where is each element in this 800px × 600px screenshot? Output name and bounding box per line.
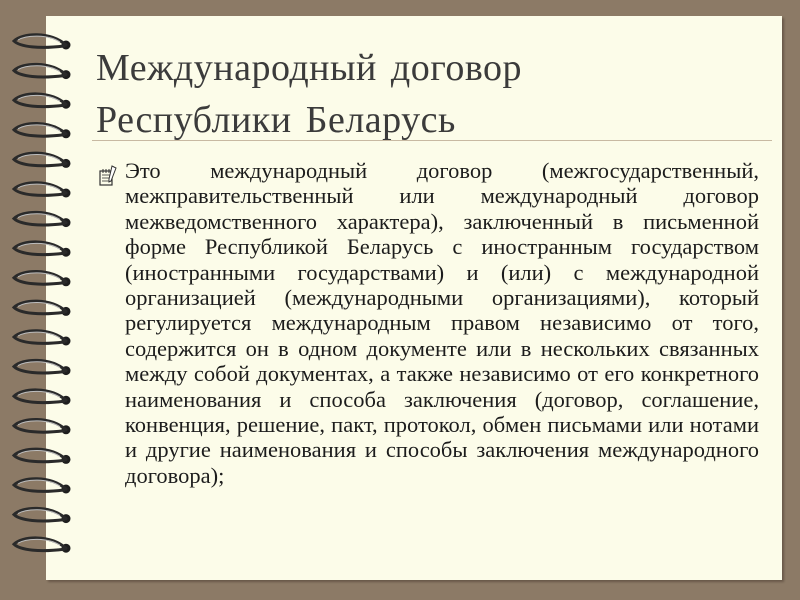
binding-ring (14, 508, 71, 523)
binding-ring (14, 242, 71, 257)
binding-ring (14, 420, 71, 435)
slide-title (96, 42, 736, 146)
binding-ring (14, 124, 71, 139)
spiral-binding (0, 0, 90, 600)
pencil-notepad-icon (98, 165, 118, 187)
binding-ring (14, 94, 71, 109)
binding-ring (14, 479, 71, 494)
binding-ring (14, 272, 71, 287)
bullet-text: Это международный договор (межгосударственный, межправительственный или международный договор межведомственного характера), заключенный в письменной форме Республикой Беларусь с иностранным государством (иностранными государствами) и (или) с международной организацией (международными организациями), который регулируется международным правом независимо от того, содержится он в одном документе или в нескольких связанных между собой документах, а также независимо от его конкретного наименования и способа заключения (договор, соглашение, конвенция, решение, пакт, протокол, обмен письмами или нотами и другие наименования и способы заключения международного договора); (125, 158, 759, 488)
binding-ring (14, 35, 71, 50)
title-divider (92, 140, 772, 141)
binding-ring (14, 153, 71, 168)
binding-ring (14, 449, 71, 464)
binding-ring (14, 64, 71, 79)
title-line-2: Республики Беларусь (96, 99, 456, 141)
binding-ring (14, 360, 71, 375)
binding-ring (14, 390, 71, 405)
binding-ring (14, 538, 71, 553)
binding-ring (14, 183, 71, 198)
binding-ring (14, 212, 71, 227)
binding-ring (14, 331, 71, 346)
title-line-1: Международный договор (96, 47, 523, 89)
binding-ring (14, 301, 71, 316)
